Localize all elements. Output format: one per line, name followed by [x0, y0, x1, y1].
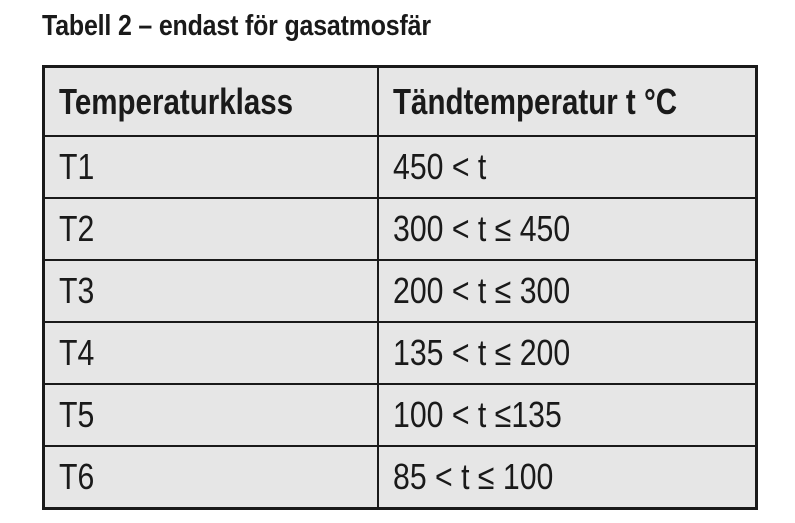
- table-row: [44, 260, 757, 322]
- table-row: [44, 446, 757, 509]
- table-row: [44, 384, 757, 446]
- temperature-class-cell: T2: [44, 198, 378, 260]
- ignition-temperature-cell: 450 < t: [378, 136, 757, 198]
- temperature-class-cell: T1: [44, 136, 378, 198]
- ignition-temperature-cell: 100 < t ≤135: [378, 384, 757, 446]
- header-ignition-temperature-label: Tändtemperatur t °C: [392, 80, 677, 122]
- table-caption: Tabell 2 – endast för gasatmosfär: [42, 10, 431, 42]
- table-row: [44, 136, 757, 198]
- temperature-class-cell: T4: [44, 322, 378, 384]
- table-row: [44, 322, 757, 384]
- ignition-temperature-cell: 85 < t ≤ 100: [378, 446, 757, 509]
- temperature-class-cell: T6: [44, 446, 378, 509]
- ignition-temperature-cell: 135 < t ≤ 200: [378, 322, 757, 384]
- temperature-class-cell: T5: [44, 384, 378, 446]
- table-header-row: [44, 67, 757, 137]
- ignition-temperature-cell: 300 < t ≤ 450: [378, 198, 757, 260]
- header-ignition-temperature: [378, 67, 757, 137]
- temperature-class-table: [42, 65, 758, 510]
- header-temperature-class-label: Temperaturklass: [59, 80, 294, 122]
- table-row: [44, 198, 757, 260]
- temperature-class-cell: T3: [44, 260, 378, 322]
- ignition-temperature-cell: 200 < t ≤ 300: [378, 260, 757, 322]
- header-temperature-class: [44, 67, 378, 137]
